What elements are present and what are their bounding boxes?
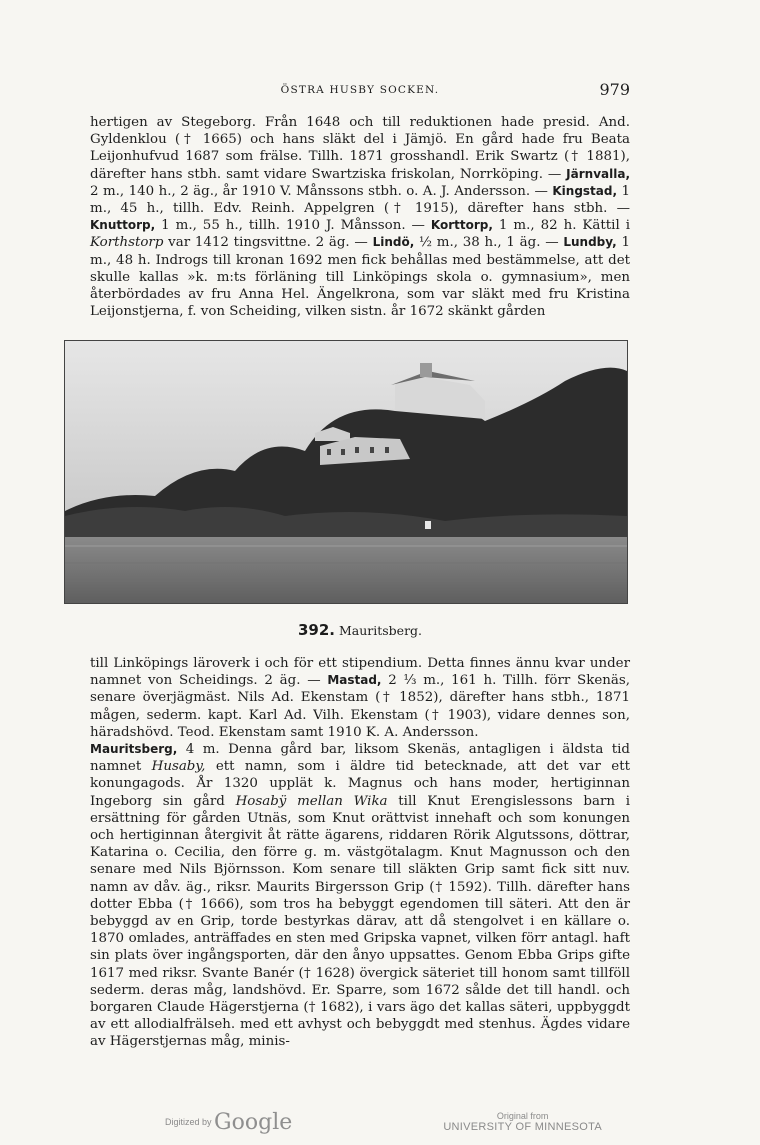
italic-hosaby-mellan-wika: Hosabÿ mellan Wika (235, 793, 388, 809)
body-text-bottom (90, 655, 630, 1051)
figure-caption (90, 621, 630, 639)
text-run: 1 m., 82 h. Kättil i (492, 218, 630, 234)
entry-lundby: Lundby, (563, 235, 617, 250)
text-run: hertigen av Stegeborg. Från 1648 och till reduktionen hade presid. And. Gyldenklou († 1665) och hans släkt del i Jämjö. En gård hade fru Beata Leijonhufvud 1687 som frälse. Tillh. 1871 grosshandl. Erik Swartz († 1881), därefter hans stbh. samt vidare Swartziska friskolan, Norrköping. — (90, 115, 630, 182)
original-source (443, 1111, 602, 1133)
digitized-by-google (165, 1110, 292, 1135)
text-run: till Knut Erengislessons barn i ersättning för gården Utnäs, som Knut orättvist innehaft och som konungen och hertiginnan återgivit åt rätte ägarens, riddaren Rörik Algutssons, döttrar, Katarina o. Cecilia, den förre g. m. västgötalagm. Knut Magnusson och den senare med Nils Björnsson. Kom senare till släkten Grip samt fick sitt nuv. namn av dåv. äg., riksr. Maurits Birgersson Grip († 1592). Tillh. därefter hans dotter Ebba († 1666), som tros ha bebyggt egendomen till säteri. Att den är bebyggd av en Grip, torde bestyrkas därav, att då stengolvet i en källare o. 1870 omlades, anträffades en sten med Gripska vapnet, vilken förr antagl. haft sin plats över ingångsporten, där den ånyo uppsattes. Genom Ebba Grips gifte 1617 med riksr. Svante Banér († 1628) övergick säteriet till honom samt tillföll sederm. deras måg, landshövd. Er. Sparre, som 1672 sålde det till handl. och borgaren Claude Hägerstjerna († 1682), i vars ägo det kallas säteri, uppbyggdt av ett allodialfrälseh. med ett avhyst och bebyggdt med stenhus. Ägdes vidare av Hägerstjernas måg, minis- (90, 793, 631, 1050)
figure-number: 392. (297, 621, 335, 639)
text-run: ett namn, som i äldre tid betecknade, att det var ett konungagods. År 1320 upplät k. Magnus och hans moder, hertiginnan Ingeborg sin gård (90, 759, 630, 809)
photo-illustration (65, 341, 627, 603)
photograph-mauritsberg (64, 340, 628, 604)
digitized-by-label: Digitized by (165, 1117, 212, 1127)
body-text-top (90, 114, 630, 320)
entry-korttorp: Korttorp, (430, 218, 493, 233)
italic-korthstorp: Korthstorp (90, 235, 164, 251)
entry-mastad: Mastad, (327, 673, 382, 688)
text-run: 4 m. Denna gård bar, liksom Skenäs, antagligen i äldsta tid namnet (90, 742, 630, 775)
university-name: UNIVERSITY OF MINNESOTA (443, 1121, 602, 1133)
entry-jarnvalla: Järnvalla, (566, 166, 630, 181)
paragraph (90, 741, 630, 1051)
text-run: var 1412 tingsvittne. 2 äg. — (163, 235, 373, 251)
google-logo: Google (214, 1110, 293, 1135)
entry-lindo: Lindö, (372, 235, 415, 250)
text-run: 1 m., 48 h. Indrogs till kronan 1692 men fick behållas med bestämmelse, att det skulle kallas »k. m:ts förläning till Linköpings skola o. gymnasium», men återbördades av fru Anna Hel. Ängelkrona, som var släkt med fru Kristina Leijonstjerna, f. von Scheiding, vilken sistn. år 1672 skänkt gården (90, 235, 631, 320)
header-title: ÖSTRA HUSBY SOCKEN. (280, 84, 440, 96)
figure-caption-text: Mauritsberg. (338, 623, 423, 638)
italic-husaby: Husaby, (151, 759, 206, 775)
paragraph (90, 114, 630, 320)
text-run: 1 m., 55 h., tillh. 1910 J. Månsson. — (155, 218, 431, 234)
entry-knuttorp: Knuttorp, (90, 218, 156, 233)
text-run: 2 m., 140 h., 2 äg., år 1910 V. Månssons stbh. o. A. J. Andersson. — (90, 183, 553, 199)
text-run: till Linköpings läroverk i och för ett stipendium. Detta finnes ännu kvar under namnet von Scheidings. 2 äg. — (90, 656, 630, 689)
running-header (90, 80, 630, 102)
text-run: 1 m., 45 h., tillh. Edv. Reinh. Appelgren († 1915), därefter hans stbh. — (90, 183, 630, 217)
original-from-label: Original from (496, 1111, 549, 1121)
text-run: 2 ⅓ m., 161 h. Tillh. förr Skenäs, senare överjägmäst. Nils Ad. Ekenstam († 1852), därefter hans stbh., 1871 mågen, sederm. kapt. Karl Ad. Vilh. Ekenstam († 1903), vidare dennes son, häradshövd. Teod. Ekenstam samt 1910 K. A. Andersson. (90, 673, 630, 740)
paragraph (90, 655, 630, 741)
entry-kingstad: Kingstad, (552, 183, 618, 198)
text-run: ½ m., 38 h., 1 äg. — (414, 235, 564, 251)
page-number: 979 (599, 80, 630, 99)
entry-mauritsberg: Mauritsberg, (90, 742, 178, 757)
